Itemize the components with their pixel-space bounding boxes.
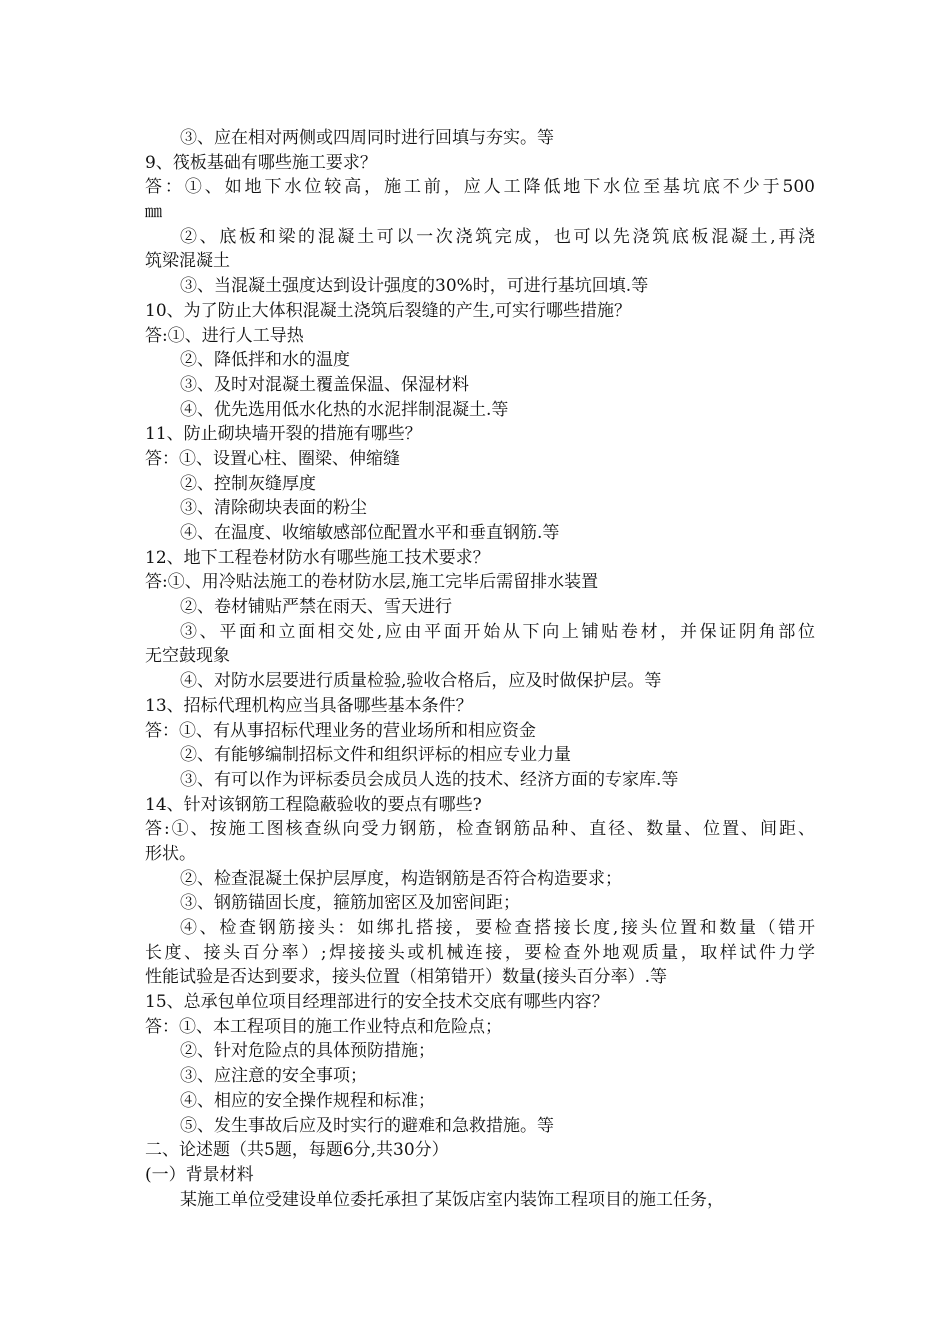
text-line: 长度、接头百分率）;焊接接头或机械连接，要检查外地观质量，取样试件力学 bbox=[145, 942, 815, 963]
text-line: ㎜ bbox=[145, 202, 162, 223]
text-line: ②、有能够编制招标文件和组织评标的相应专业力量 bbox=[180, 745, 571, 766]
text-line: 14、针对该钢筋工程隐蔽验收的要点有哪些? bbox=[145, 794, 482, 815]
text-line: (一）背景材料 bbox=[145, 1164, 254, 1185]
text-line: 11、防止砌块墙开裂的措施有哪些？ bbox=[145, 424, 422, 445]
text-line: ③、有可以作为评标委员会成员人选的技术、经济方面的专家库.等 bbox=[180, 769, 679, 790]
text-line: 二、论述题（共5题，每题6分,共30分） bbox=[145, 1140, 449, 1161]
text-line: 形状。 bbox=[145, 843, 196, 864]
text-line: 筑梁混凝土 bbox=[145, 251, 230, 272]
document-body bbox=[145, 126, 815, 1212]
text-line: ③、钢筋锚固长度，箍筋加密区及加密间距； bbox=[180, 893, 520, 914]
text-line: ⑤、发生事故后应及时实行的避难和急救措施。等 bbox=[180, 1115, 554, 1136]
text-line: 无空鼓现象 bbox=[145, 646, 230, 667]
text-line: 某施工单位受建设单位委托承担了某饭店室内装饰工程项目的施工任务， bbox=[180, 1189, 724, 1210]
text-line: ②、检查混凝土保护层厚度，构造钢筋是否符合构造要求； bbox=[180, 868, 622, 889]
text-line: 15、总承包单位项目经理部进行的安全技术交底有哪些内容？ bbox=[145, 992, 609, 1013]
text-line: ④、检查钢筋接头：如绑扎搭接，要检查搭接长度,接头位置和数量（错开 bbox=[180, 918, 815, 938]
text-line: ③、应注意的安全事项； bbox=[180, 1066, 367, 1087]
text-line: ③、当混凝土强度达到设计强度的30%时，可进行基坑回填.等 bbox=[180, 276, 649, 297]
text-line: ④、相应的安全操作规程和标准； bbox=[180, 1090, 435, 1111]
text-line: 性能试验是否达到要求，接头位置（相第错开）数量(接头百分率）.等 bbox=[145, 967, 668, 988]
text-line: ④、优先选用低水化热的水泥拌制混凝土.等 bbox=[180, 399, 509, 420]
text-line: ④、对防水层要进行质量检验,验收合格后，应及时做保护层。等 bbox=[180, 671, 662, 692]
text-line: 答：①、本工程项目的施工作业特点和危险点； bbox=[145, 1016, 502, 1037]
text-line: 答:①、按施工图核查纵向受力钢筋，检查钢筋品种、直径、数量、位置、间距、 bbox=[145, 819, 815, 840]
text-line: ②、降低拌和水的温度 bbox=[180, 350, 350, 371]
text-line: ③、及时对混凝土覆盖保温、保湿材料 bbox=[180, 374, 469, 395]
text-line: 9、筏板基础有哪些施工要求？ bbox=[145, 152, 377, 173]
text-line: 答：①、如地下水位较高，施工前，应人工降低地下水位至基坑底不少于500 bbox=[145, 177, 815, 198]
text-line: ②、针对危险点的具体预防措施； bbox=[180, 1041, 435, 1062]
text-line: 12、地下工程卷材防水有哪些施工技术要求？ bbox=[145, 547, 490, 568]
text-line: ②、卷材铺贴严禁在雨天、雪天进行 bbox=[180, 597, 452, 618]
text-line: 答:①、进行人工导热 bbox=[145, 325, 304, 346]
text-line: 13、招标代理机构应当具备哪些基本条件？ bbox=[145, 695, 473, 716]
text-line: ③、平面和立面相交处,应由平面开始从下向上铺贴卷材，并保证阴角部位 bbox=[180, 621, 815, 642]
text-line: ②、底板和梁的混凝土可以一次浇筑完成，也可以先浇筑底板混凝土,再浇 bbox=[180, 226, 815, 247]
text-line: 答：①、有从事招标代理业务的营业场所和相应资金 bbox=[145, 720, 536, 741]
text-line: 答:①、用冷贴法施工的卷材防水层,施工完毕后需留排水装置 bbox=[145, 572, 599, 593]
text-line: ③、应在相对两侧或四周同时进行回填与夯实。等 bbox=[180, 128, 554, 148]
text-line: ②、控制灰缝厚度 bbox=[180, 473, 316, 494]
text-line: ③、清除砌块表面的粉尘 bbox=[180, 498, 367, 519]
text-line: 10、为了防止大体积混凝土浇筑后裂缝的产生,可实行哪些措施？ bbox=[145, 300, 632, 321]
text-line: ④、在温度、收缩敏感部位配置水平和垂直钢筋.等 bbox=[180, 523, 560, 543]
text-line: 答：①、设置心柱、圈梁、伸缩缝 bbox=[145, 448, 400, 469]
